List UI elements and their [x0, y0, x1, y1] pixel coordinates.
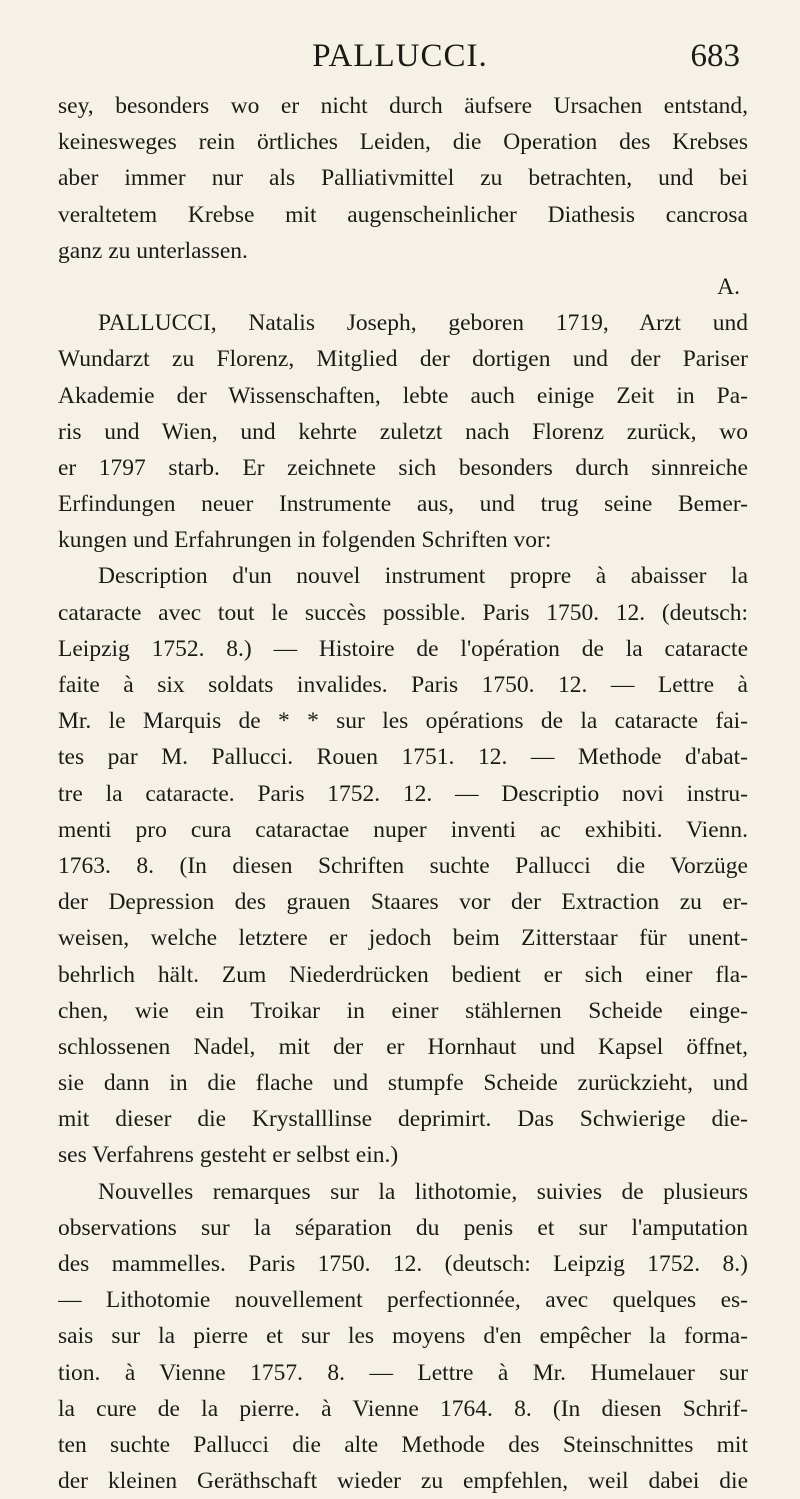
text-line: Nouvelles remarques sur la lithotomie, suivies de plusieurs	[98, 1178, 748, 1205]
text-line: kungen und Erfahrungen in folgenden Schriften vor:	[58, 527, 552, 554]
text-line: cataracte avec tout le succès possible. Paris 1750. 12. (deutsch:	[58, 599, 748, 626]
text-line: menti pro cura cataractae nuper inventi ac exhibiti. Vienn.	[58, 816, 748, 843]
running-head: PALLUCCI.	[312, 38, 488, 74]
page-header	[60, 38, 740, 88]
text-line: Akademie der Wissenschaften, lebte auch einige Zeit in Pa-	[58, 382, 748, 409]
text-line: ganz zu unterlassen.	[58, 237, 248, 264]
text-line: mit dieser die Krystalllinse deprimirt. Das Schwierige die-	[58, 1106, 748, 1133]
text-line: schlossenen Nadel, mit der er Hornhaut und Kapsel öffnet,	[58, 1033, 748, 1060]
text-line: Erfindungen neuer Instrumente aus, und trug seine Bemer-	[58, 491, 748, 518]
text-line: behrlich hält. Zum Niederdrücken bedient er sich einer fla-	[58, 961, 748, 988]
text-line: observations sur la séparation du penis et sur l'amputation	[58, 1214, 748, 1241]
text-line: weisen, welche letztere er jedoch beim Zitterstaar für unent-	[58, 925, 748, 952]
text-line: keinesweges rein örtliches Leiden, die Operation des Krebses	[58, 129, 748, 156]
text-line: Leipzig 1752. 8.) — Histoire de l'opération de la cataracte	[58, 635, 748, 662]
text-line: Wundarzt zu Florenz, Mitglied der dortigen und der Pariser	[58, 346, 748, 373]
text-line: ses Verfahrens gesteht er selbst ein.)	[58, 1142, 399, 1169]
text-line: la cure de la pierre. à Vienne 1764. 8. (In diesen Schrif-	[58, 1395, 748, 1422]
text-line: der Depression des grauen Staares vor der Extraction zu er-	[58, 889, 748, 916]
text-line: tes par M. Pallucci. Rouen 1751. 12. — Methode d'abat-	[58, 744, 748, 771]
author-signature: A.	[717, 273, 740, 300]
text-line: des mammelles. Paris 1750. 12. (deutsch: Leipzig 1752. 8.)	[58, 1251, 748, 1277]
text-line: 1763. 8. (In diesen Schriften suchte Pallucci die Vorzüge	[58, 852, 748, 879]
text-line: ris und Wien, und kehrte zuletzt nach Florenz zurück, wo	[58, 418, 748, 445]
text-line: Mr. le Marquis de * * sur les opérations de la cataracte fai-	[58, 708, 748, 735]
text-line: aber immer nur als Palliativmittel zu betrachten, und bei	[58, 165, 748, 192]
text-line: — Lithotomie nouvellement perfectionnée, avec quelques es-	[58, 1287, 748, 1314]
text-line: er 1797 starb. Er zeichnete sich besonders durch sinnreiche	[58, 454, 748, 481]
text-line: sie dann in die flache und stumpfe Scheide zurückzieht, und	[58, 1070, 748, 1097]
text-line: chen, wie ein Troikar in einer stählernen Scheide einge-	[58, 997, 748, 1024]
text-line: ten suchte Pallucci die alte Methode des Steinschnittes mit	[58, 1431, 748, 1458]
text-line: veraltetem Krebse mit augenscheinlicher Diathesis cancrosa	[58, 201, 748, 228]
text-line: der kleinen Geräthschaft wieder zu empfehlen, weil dabei die	[58, 1468, 748, 1495]
text-line: Description d'un nouvel instrument propre à abaisser la	[98, 563, 748, 590]
text-line: faite à six soldats invalides. Paris 1750. 12. — Lettre à	[58, 672, 748, 698]
body-text	[58, 88, 748, 1499]
text-line: tre la cataracte. Paris 1752. 12. — Descriptio novi instru-	[58, 780, 748, 807]
page-number: 683	[690, 38, 740, 74]
text-line: sey, besonders wo er nicht durch äufsere Ursachen entstand,	[58, 93, 748, 119]
text-line: sais sur la pierre et sur les moyens d'en empêcher la forma-	[58, 1323, 748, 1350]
text-line: PALLUCCI, Natalis Joseph, geboren 1719, Arzt und	[98, 310, 748, 337]
text-line: tion. à Vienne 1757. 8. — Lettre à Mr. Humelauer sur	[58, 1359, 748, 1386]
